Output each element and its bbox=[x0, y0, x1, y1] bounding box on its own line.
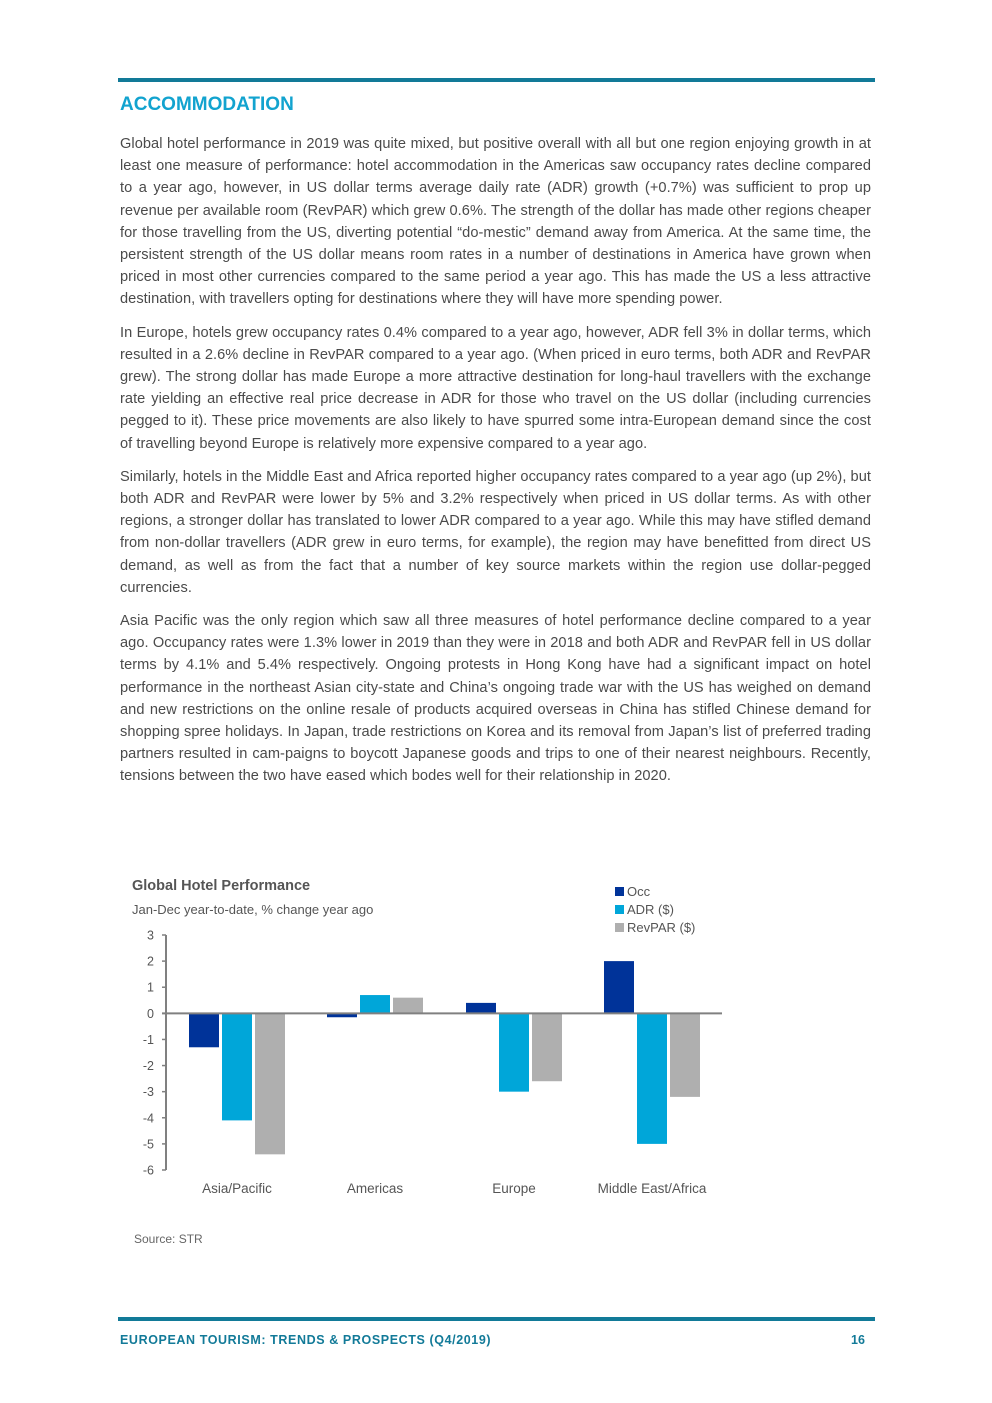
y-tick-label: -2 bbox=[142, 1059, 154, 1074]
paragraph-europe: In Europe, hotels grew occupancy rates 0.4% compared to a year ago, however, ADR fell 3% in dollar terms, which resulted in a 2.6% decline in RevPAR compared to a year ago. (When priced in euro terms, both ADR and RevPAR grew). The strong dollar has made Europe a more attractive destination for long-haul travellers with the exchange rate yielding an effective real price decrease in ADR for those who travel on the US dollar (including currencies pegged to it). These price movements are also likely to have spurred some intra-European demand since the cost of travelling beyond Europe is relatively more expensive compared to a year ago. bbox=[120, 324, 871, 452]
y-tick-label: 3 bbox=[147, 928, 154, 943]
y-tick-label: -1 bbox=[142, 1032, 154, 1047]
y-tick-label: -6 bbox=[142, 1163, 154, 1178]
paragraph-middle-east-africa: Similarly, hotels in the Middle East and Africa reported higher occupancy rates compared to a year ago (up 2%), but both ADR and RevPAR were lower by 5% and 3.2% respectively when priced in US dollar terms. As with other regions, a stronger dollar has translated to lower ADR compared to a year ago. While this may have stifled demand from non-dollar travellers (ADR grew in euro terms, for example), the region may have benefitted from direct US demand, as well as from the fact that a number of key source markets within the region use dollar-pegged currencies. bbox=[120, 468, 871, 596]
legend-label-revpar: RevPAR ($) bbox=[627, 919, 696, 935]
y-tick-label: 1 bbox=[147, 980, 154, 995]
footer-divider bbox=[118, 1317, 875, 1321]
y-tick-label: -3 bbox=[142, 1085, 154, 1100]
bar-revpar-asia-pacific bbox=[255, 1013, 285, 1154]
section-heading: ACCOMMODATION bbox=[120, 94, 294, 115]
y-tick-label: -4 bbox=[142, 1111, 154, 1126]
bars-group bbox=[189, 961, 700, 1154]
y-tick-label: -5 bbox=[142, 1137, 154, 1152]
x-tick-label: Middle East/Africa bbox=[597, 1181, 707, 1196]
footer-publication-title: EUROPEAN TOURISM: TRENDS & PROSPECTS (Q4/2019) bbox=[120, 1333, 492, 1347]
bar-occ-asia-pacific bbox=[189, 1013, 219, 1047]
legend-label-occ: Occ bbox=[627, 883, 651, 899]
bar-revpar-europe bbox=[532, 1013, 562, 1081]
bar-adr-europe bbox=[499, 1013, 529, 1091]
bar-occ-europe bbox=[466, 1003, 496, 1013]
chart-title: Global Hotel Performance bbox=[132, 878, 311, 894]
page-number: 16 bbox=[851, 1333, 865, 1347]
x-tick-label: Americas bbox=[346, 1181, 404, 1196]
bar-adr-middle-east-africa bbox=[637, 1013, 667, 1144]
paragraph-americas: Global hotel performance in 2019 was quite mixed, but positive overall with all but one region enjoying growth in at least one measure of performance: hotel accommodation in the Americas saw occupancy rates decline compared to a year ago, however, in US dollar terms average daily rate (ADR) growth (+0.7%) was sufficient to prop up revenue per available room (RevPAR) which grew 0.6%. The strength of the dollar has made other regions cheaper for those travelling from the US, diverting potential “do-mestic” demand away from America. At the same time, the persistent strength of the US dollar means room rates in a number of destinations in America have grown when priced in most other currencies compared to the same period a year ago. This has made the US a less attractive destination, with travellers opting for destinations where they will have more spending power. bbox=[120, 136, 871, 308]
paragraph-asia-pacific: Asia Pacific was the only region which saw all three measures of hotel performance decline compared to a year ago. Occupancy rates were 1.3% lower in 2019 than they were in 2018 and both ADR and RevPAR fell in US dollar terms by 4.1% and 5.4% respectively. Ongoing protests in Hong Kong have had a significant impact on hotel performance in the northeast Asian city-state and China’s ongoing trade war with the US has weighed on demand and new restrictions on the online resale of products acquired overseas in China has stifled Chinese demand for shopping spree holidays. In Japan, trade restrictions on Korea and its removal from Japan’s list of preferred trading partners resulted in cam-paigns to boycott Japanese goods and trips to one of their nearest neighbours. Recently, tensions between the two have eased which bodes well for their relationship in 2020. bbox=[120, 613, 871, 785]
bar-adr-americas bbox=[360, 995, 390, 1013]
legend-label-adr: ADR ($) bbox=[627, 901, 674, 917]
chart-subtitle: Jan-Dec year-to-date, % change year ago bbox=[132, 902, 374, 917]
bar-revpar-middle-east-africa bbox=[670, 1013, 700, 1097]
bar-revpar-americas bbox=[393, 998, 423, 1014]
x-tick-label: Asia/Pacific bbox=[202, 1181, 272, 1196]
chart-source: Source: STR bbox=[134, 1232, 203, 1246]
x-tick-label: Europe bbox=[492, 1181, 536, 1196]
bar-occ-middle-east-africa bbox=[604, 961, 634, 1013]
y-tick-label: 0 bbox=[147, 1006, 154, 1021]
y-tick-label: 2 bbox=[147, 954, 154, 969]
bar-adr-asia-pacific bbox=[222, 1013, 252, 1120]
